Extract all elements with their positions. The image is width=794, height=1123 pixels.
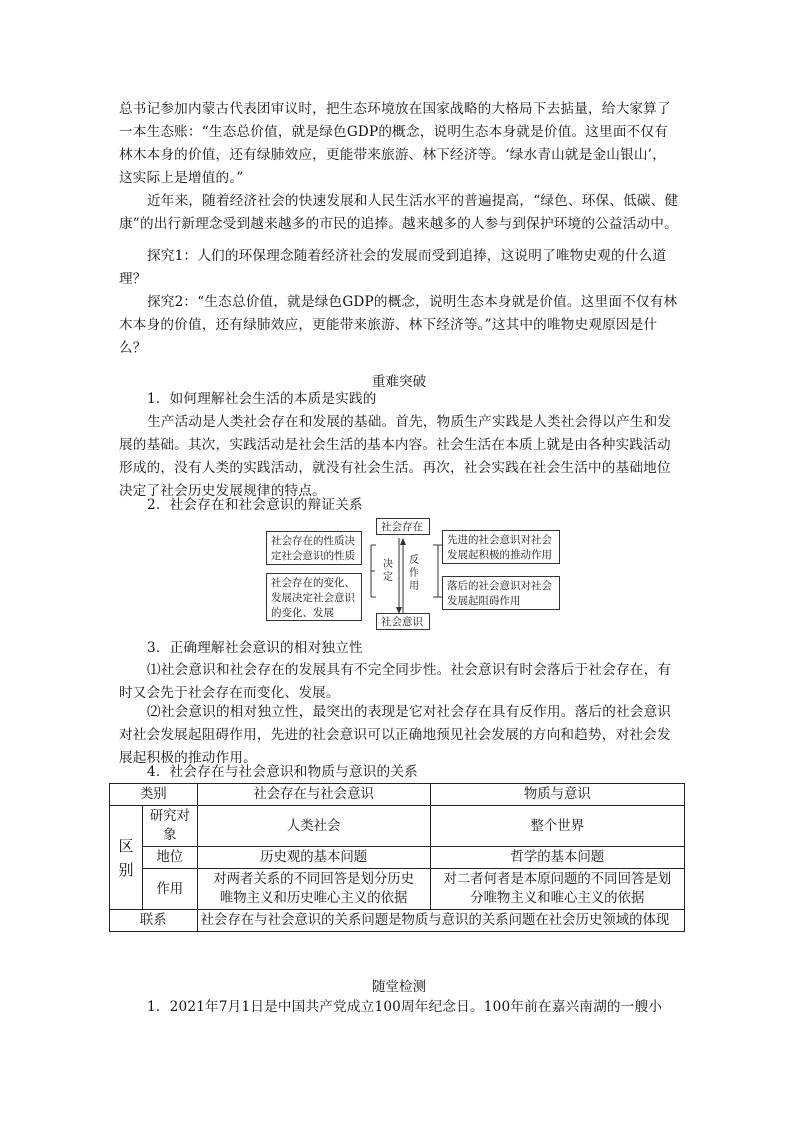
table-cell: 对二者何者是本原问题的不同回答是划分唯物主义和唯心主义的依据 — [430, 869, 684, 910]
difference-label-text: 区别 — [118, 836, 134, 879]
point-1-body: 生产活动是人类社会存在和发展的基础。首先，物质生产实践是人类社会得以产生和发展的基础。其次，实践活动是社会生活的基本内容。社会生活在本质上就是由各种实践活动形成的，没有人类的实践活动，就没有社会生活。再次，社会实践在社会生活中的基础地位决定了社会历史发展规律的特点。 — [119, 414, 672, 499]
diagram-top-box: 社会存在 — [376, 518, 430, 535]
link-label: 联系 — [110, 910, 198, 932]
section-title-key-points: 重难突破 — [371, 374, 427, 390]
table-row — [110, 847, 685, 869]
table-cell: 人类社会 — [197, 806, 430, 847]
diagram-left-box-2: 社会存在的变化、发展决定社会意识的变化、发展 — [266, 573, 362, 621]
table-cell: 哲学的基本问题 — [430, 847, 684, 869]
diagram-decide-label: 决定 — [383, 559, 393, 583]
table-row — [110, 910, 685, 932]
diagram-bottom-box: 社会意识 — [376, 613, 430, 630]
table-row — [110, 869, 685, 910]
table-cell: 作用 — [143, 869, 198, 910]
table-cell: 研究对象 — [143, 806, 198, 847]
table-cell: 历史观的基本问题 — [197, 847, 430, 869]
point-3-item-1: ⑴社会意识和社会存在的发展具有不完全同步性。社会意识有时会落后于社会存在，有时又会先于社会存在而变化、发展。 — [119, 662, 672, 701]
table-cell: 对两者关系的不同回答是划分历史唯物主义和历史唯心主义的依据 — [197, 869, 430, 910]
point-2-heading: 2．社会存在和社会意识的辩证关系 — [147, 497, 363, 513]
table-header-row — [110, 784, 685, 806]
diagram-right-box-2: 落后的社会意识对社会发展起阻碍作用 — [442, 576, 560, 610]
section-title-quiz: 随堂检测 — [371, 979, 427, 995]
quiz-question-1: 1．2021年7月1日是中国共产党成立100周年纪念日。100年前在嘉兴南湖的一艘小 — [147, 999, 663, 1015]
difference-label — [110, 806, 143, 910]
relation-diagram — [262, 518, 562, 634]
point-3-item-2: ⑵社会意识的相对独立性，最突出的表现是它对社会存在具有反作用。落后的社会意识对社会发展起阻碍作用，先进的社会意识可以正确地预见社会发展的方向和趋势，对社会发展起积极的推动作用。 — [119, 704, 672, 766]
intro-paragraph-2: 近年来，随着经济社会的快速发展和人民生活水平的普遍提高，“绿色、环保、低碳、健康”的出行新理念受到越来越多的市民的追捧。越来越多的人参与到保护环境的公益活动中。 — [119, 193, 679, 232]
diagram-react-label: 反作用 — [409, 555, 419, 592]
diagram-left-box-1: 社会存在的性质决定社会意识的性质 — [266, 531, 362, 565]
intro-paragraph-1: 总书记参加内蒙古代表团审议时，把生态环境放在国家战略的大格局下去掂量，给大家算了一本生态账：“生态总价值，就是绿色GDP的概念，说明生态本身就是价值。这里面不仅有林木本身的价值，还有绿肺效应，更能带来旅游、林下经济等。‘绿水青山就是金山银山’，这实际上是增值的。” — [119, 101, 671, 186]
point-4-heading: 4．社会存在与社会意识和物质与意识的关系 — [147, 764, 418, 780]
diagram-right-box-1: 先进的社会意识对社会发展起积极的推动作用 — [442, 530, 560, 564]
table-cell: 地位 — [143, 847, 198, 869]
table-header-cell: 类别 — [110, 784, 198, 806]
comparison-table — [109, 783, 685, 932]
table-cell: 整个世界 — [430, 806, 684, 847]
table-header-cell: 社会存在与社会意识 — [197, 784, 430, 806]
table-row — [110, 806, 685, 847]
table-header-cell: 物质与意识 — [430, 784, 684, 806]
question-1: 探究1：人们的环保理念随着经济社会的发展而受到追捧，这说明了唯物史观的什么道理？ — [119, 248, 667, 287]
point-1-heading: 1．如何理解社会生活的本质是实践的 — [147, 391, 377, 407]
question-2: 探究2：“生态总价值，就是绿色GDP的概念，说明生态本身就是价值。这里面不仅有林木本身的价值，还有绿肺效应，更能带来旅游、林下经济等。”这其中的唯物史观原因是什么？ — [119, 294, 678, 356]
point-3-heading: 3．正确理解社会意识的相对独立性 — [147, 640, 363, 656]
link-text: 社会存在与社会意识的关系问题是物质与意识的关系问题在社会历史领域的体现 — [197, 910, 684, 932]
